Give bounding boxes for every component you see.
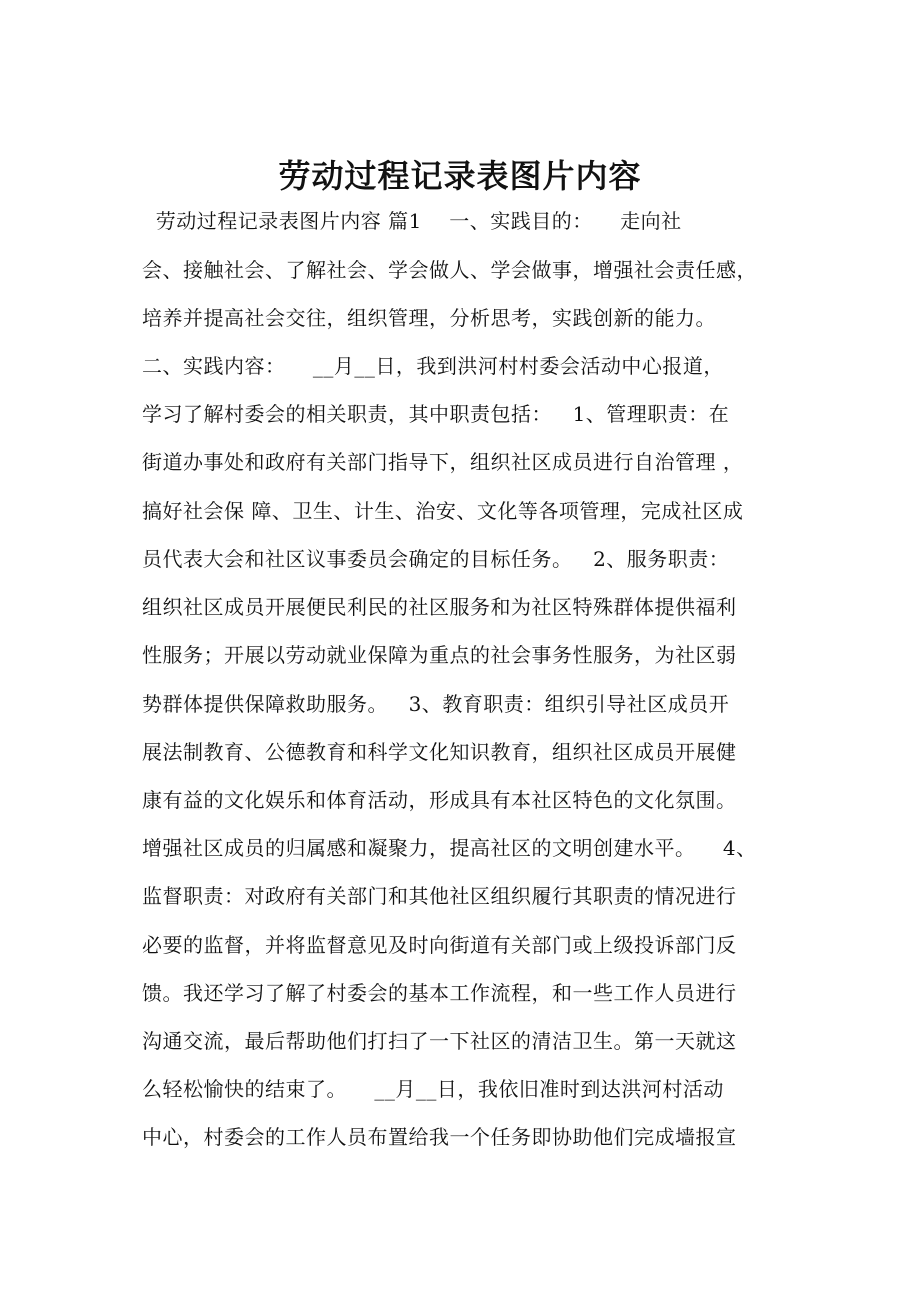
body-line-14: 增强社区成员的归属感和凝聚力，提高社区的文明创建水平。 4、 xyxy=(142,836,757,860)
body-line-13: 康有益的文化娱乐和体育活动，形成具有本社区特色的文化氛围。 xyxy=(142,788,737,812)
body-line-17: 馈。我还学习了解了村委会的基本工作流程，和一些工作人员进行 xyxy=(142,981,737,1005)
body-line-3: 培养并提高社会交往，组织管理，分析思考，实践创新的能力。 xyxy=(142,306,716,330)
body-line-15: 监督职责：对政府有关部门和其他社区组织履行其职责的情况进行 xyxy=(142,884,737,908)
body-line-6: 街道办事处和政府有关部门指导下，组织社区成员进行自治管理 ， xyxy=(142,450,744,474)
body-line-4: 二、实践内容： __月__日，我到洪河村村委会活动中心报道， xyxy=(142,354,724,378)
body-line-1: 劳动过程记录表图片内容 篇1 一、实践目的： 走向社 xyxy=(142,209,682,233)
body-line-10: 性服务；开展以劳动就业保障为重点的社会事务性服务，为社区弱 xyxy=(142,643,737,667)
body-line-8: 员代表大会和社区议事委员会确定的目标任务。 2、服务职责： xyxy=(142,547,730,571)
body-line-11: 势群体提供保障救助服务。 3、教育职责：组织引导社区成员开 xyxy=(142,692,730,716)
body-line-12: 展法制教育、公德教育和科学文化知识教育，组织社区成员开展健 xyxy=(142,740,737,764)
body-line-9: 组织社区成员开展便民利民的社区服务和为社区特殊群体提供福利 xyxy=(142,595,737,619)
body-line-16: 必要的监督，并将监督意见及时向街道有关部门或上级投诉部门反 xyxy=(142,933,737,957)
body-line-20: 中心，村委会的工作人员布置给我一个任务即协助他们完成墙报宣 xyxy=(142,1125,737,1149)
body-line-19: 么轻松愉快的结束了。 __月__日，我依旧准时到达洪河村活动 xyxy=(142,1077,724,1101)
body-line-7: 搞好社会保 障、卫生、计生、治安、文化等各项管理，完成社区成 xyxy=(142,499,744,523)
document-title: 劳动过程记录表图片内容 xyxy=(278,157,642,195)
body-line-18: 沟通交流，最后帮助他们打扫了一下社区的清洁卫生。第一天就这 xyxy=(142,1029,737,1053)
body-line-2: 会、接触社会、了解社会、学会做人、学会做事，增强社会责任感， xyxy=(142,258,757,282)
body-line-5: 学习了解村委会的相关职责，其中职责包括： 1、管理职责：在 xyxy=(142,402,730,426)
